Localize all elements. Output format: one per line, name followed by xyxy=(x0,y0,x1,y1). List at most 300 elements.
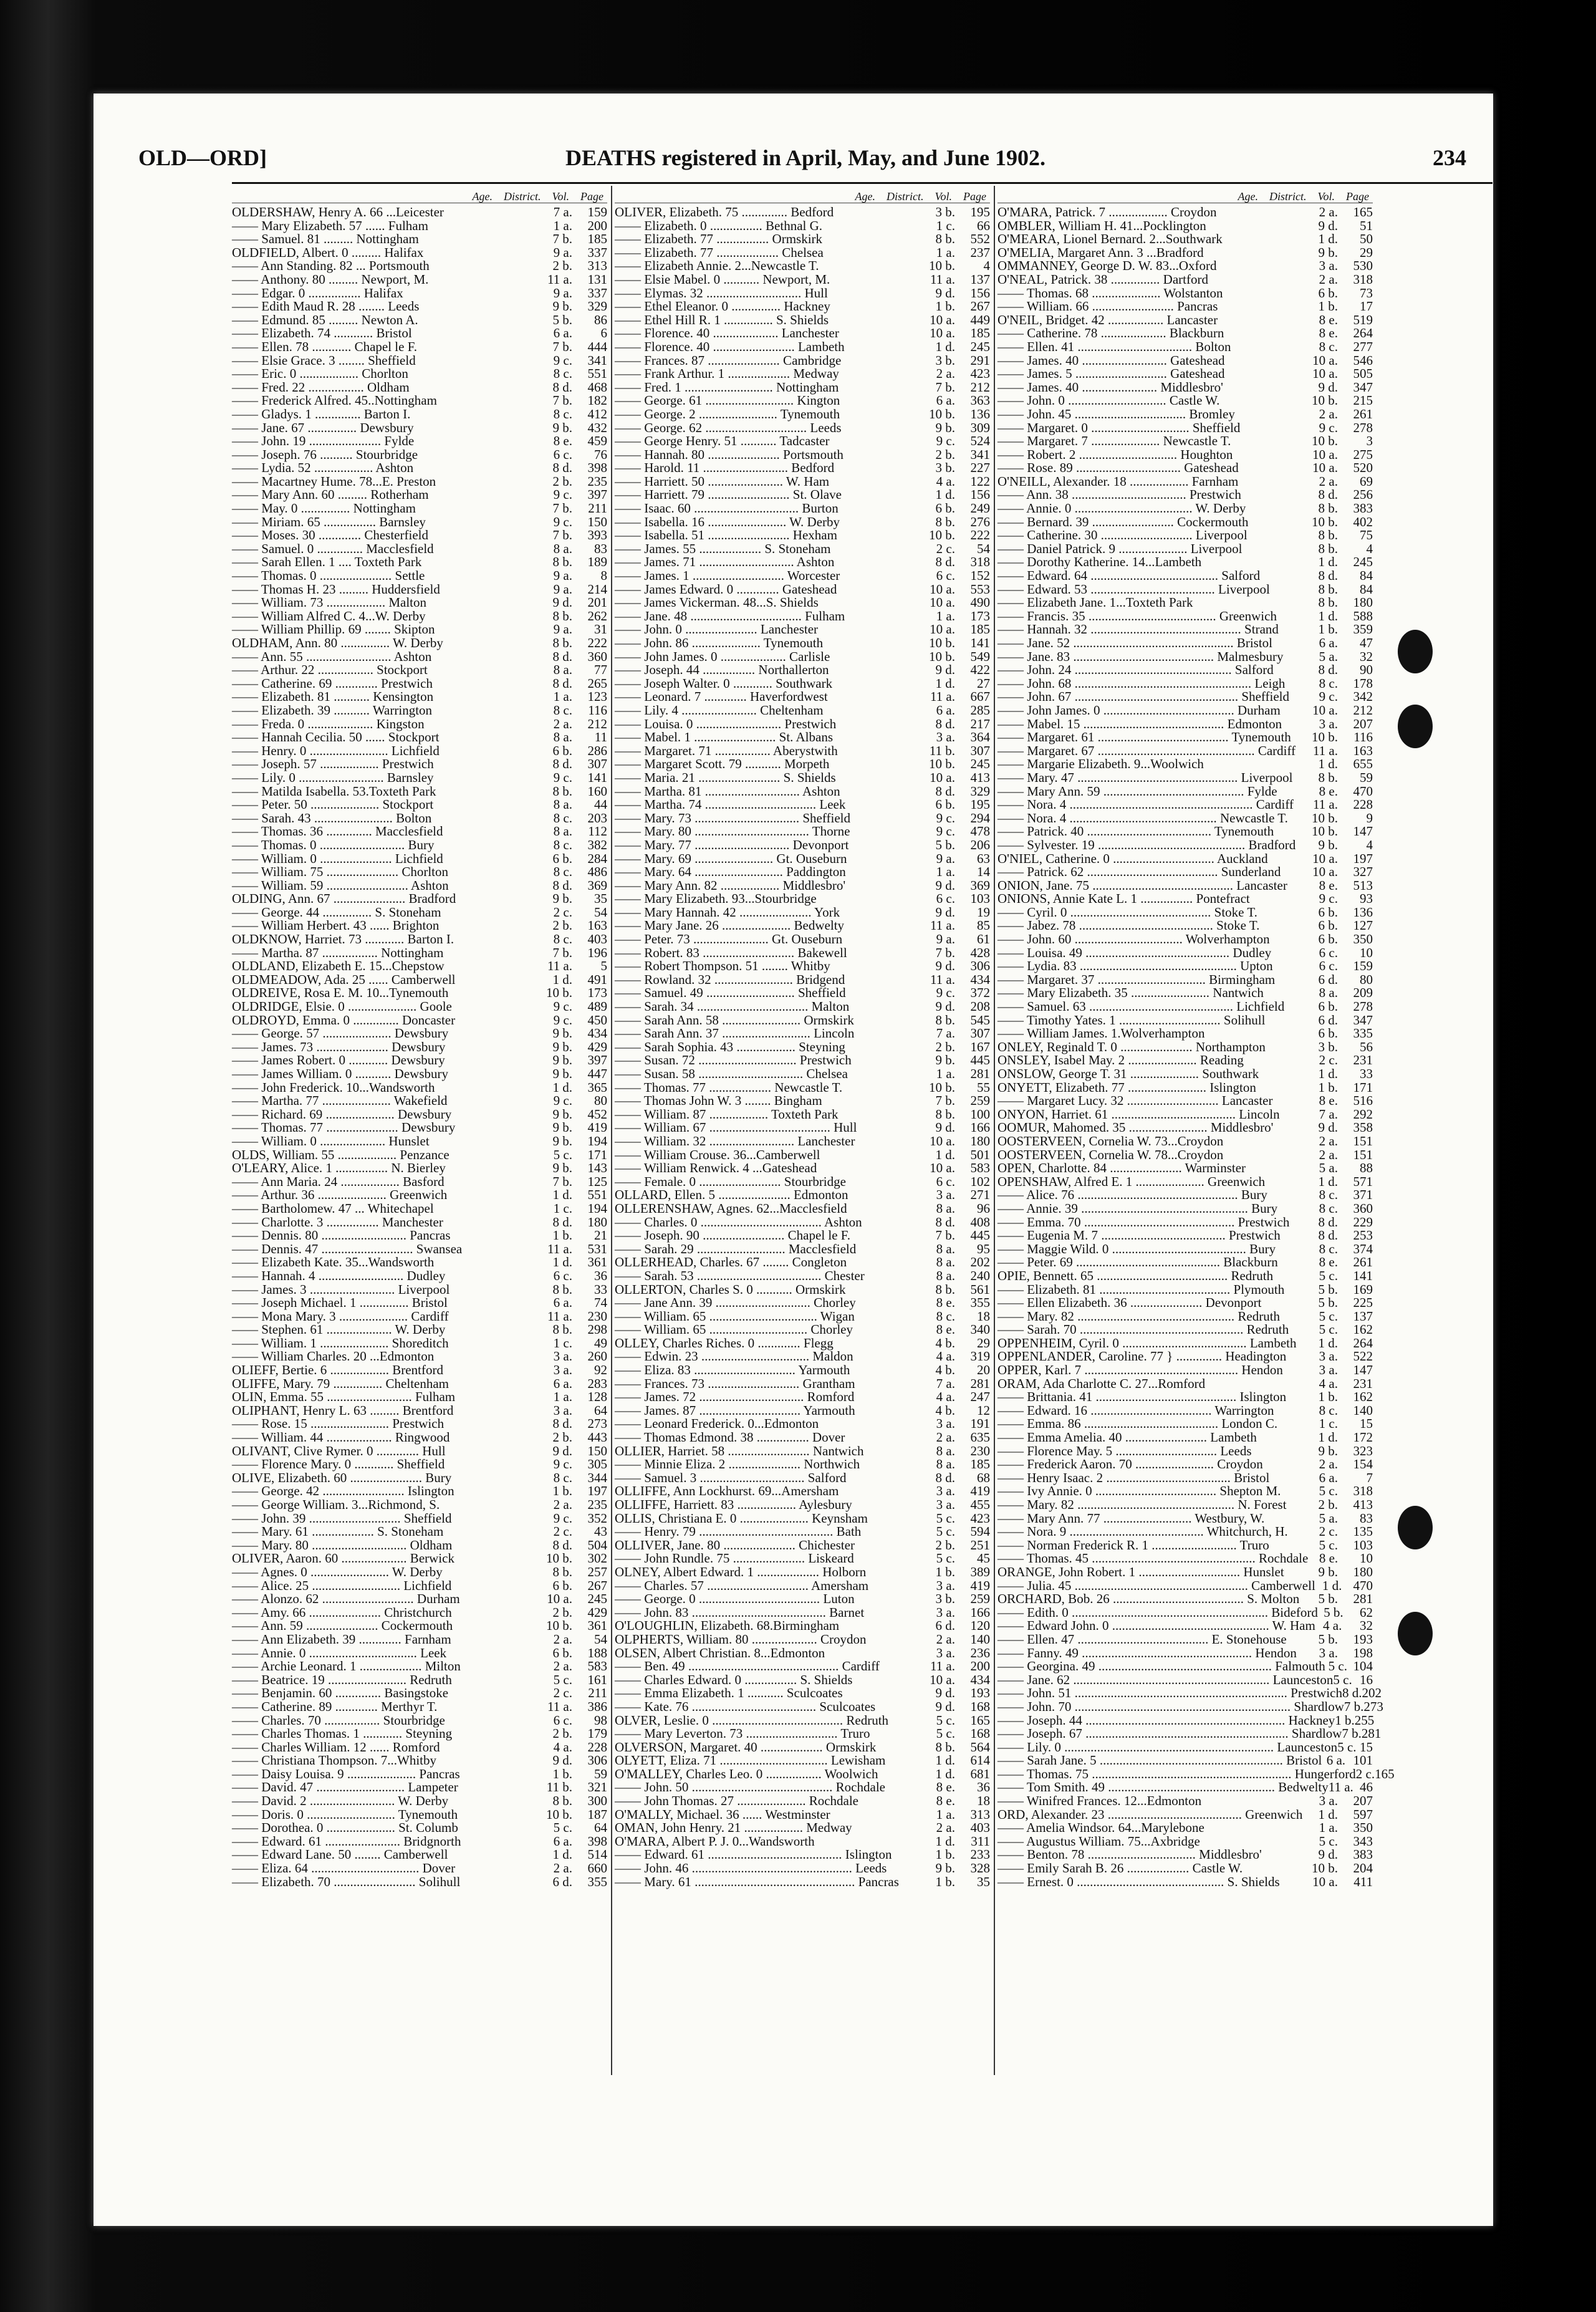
entry-volume: 1 d. xyxy=(1318,554,1338,570)
entry-page: 455 xyxy=(970,1497,990,1512)
entry-page: 45 xyxy=(977,1551,990,1566)
entry-page: 486 xyxy=(587,864,607,880)
entry-text: —— James. 1 ............................ Worcester xyxy=(615,568,840,584)
entry-text: —— Elizabeth. 70 ......................... Solihull xyxy=(232,1874,461,1889)
entry-volume: 8 c. xyxy=(553,366,572,382)
entry-text: —— Sarah Ann. 37 ........................... Lincoln xyxy=(615,1026,855,1041)
entry-page: 162 xyxy=(1353,1322,1373,1337)
death-entry xyxy=(232,1135,607,1149)
entry-volume: 8 b. xyxy=(552,608,572,624)
entry-text: —— May. 0 ............... Nottingham xyxy=(232,501,416,516)
entry-text: —— John. 19 ...................... Fylde xyxy=(232,433,415,449)
entry-text: —— Georgina. 49 ..................................................... Falmouth xyxy=(998,1659,1325,1674)
entry-volume: 9 c. xyxy=(1319,420,1338,435)
death-entry xyxy=(998,1216,1373,1230)
entry-volume: 1 d. xyxy=(552,1847,572,1862)
entry-text: —— William. 59 ......................... Ashton xyxy=(232,877,449,893)
entry-text: —— Macartney Hume. 78...E. Preston xyxy=(232,473,436,489)
entry-volume: 2 b. xyxy=(1318,1497,1338,1512)
entry-volume: 6 c. xyxy=(936,568,955,584)
death-entry xyxy=(232,1337,607,1351)
entry-text: —— Matilda Isabella. 53.Toxteth Park xyxy=(232,783,436,799)
entry-text: —— William. 1 ..................... Shoreditch xyxy=(232,1335,449,1351)
entry-volume: 2 a. xyxy=(1319,271,1338,287)
death-entry xyxy=(232,475,607,489)
entry-volume: 8 e. xyxy=(1319,877,1338,893)
entry-page: 143 xyxy=(587,1160,607,1176)
death-entry xyxy=(998,785,1373,799)
entry-page: 98 xyxy=(594,1712,607,1728)
entry-text: —— John. 46 ................................................. Leeds xyxy=(615,1861,887,1876)
death-entry xyxy=(232,1566,607,1579)
entry-volume: 3 b. xyxy=(935,205,955,219)
entry-text: OLNEY, Albert Edward. 1 ................... Holborn xyxy=(615,1564,867,1579)
entry-text: —— Harriett. 79 ......................... St. Olave xyxy=(615,487,842,503)
entry-volume: 2 a. xyxy=(553,1631,572,1647)
entry-text: —— Joseph Michael. 1 ............... Bristol xyxy=(232,1295,448,1311)
entry-page: 371 xyxy=(1353,1187,1373,1203)
entry-text: —— Hannah. 32 .............................................. Strand xyxy=(998,622,1279,637)
entry-volume: 9 d. xyxy=(935,1120,955,1135)
entry-text: O'LOUGHLIN, Elizabeth. 68.Birmingham xyxy=(615,1618,840,1634)
entry-volume: 10 b. xyxy=(1312,514,1338,529)
entry-volume: 8 b. xyxy=(552,1793,572,1809)
entry-volume: 9 a. xyxy=(553,622,572,637)
entry-page: 319 xyxy=(970,1349,990,1364)
death-entry xyxy=(615,1417,990,1431)
entry-volume: 3 b. xyxy=(1318,1039,1338,1054)
entry-volume: 8 d. xyxy=(1318,1214,1338,1230)
death-entry xyxy=(615,812,990,826)
entry-text: OPEN, Charlotte. 84 ...................... Warminster xyxy=(998,1160,1246,1176)
entry-page: 206 xyxy=(970,837,990,852)
entry-volume: 11 a. xyxy=(547,271,572,287)
entry-page: 33 xyxy=(594,1281,607,1297)
entry-page: 47 xyxy=(1360,635,1373,650)
death-entry xyxy=(615,327,990,340)
entry-page: 504 xyxy=(587,1537,607,1553)
entry-page: 131 xyxy=(587,271,607,287)
entry-volume: 10 a. xyxy=(1312,864,1338,880)
entry-text: —— George. 2 ........................ Tynemouth xyxy=(615,406,840,421)
entry-volume: 9 b. xyxy=(1318,837,1338,852)
death-entry xyxy=(615,1579,990,1593)
entry-page: 137 xyxy=(970,271,990,287)
death-entry xyxy=(615,1027,990,1041)
entry-page: 419 xyxy=(587,1120,607,1135)
entry-volume: 9 c. xyxy=(936,810,955,826)
death-entry xyxy=(232,1754,607,1768)
entry-volume: 2 b. xyxy=(552,1604,572,1620)
entry-text: —— Mary. 47 ................................................. Liverpool xyxy=(998,769,1293,785)
entry-text: OLIPHANT, Henry L. 63 ......... Brentford xyxy=(232,1402,454,1418)
entry-page: 307 xyxy=(970,1026,990,1041)
death-entry xyxy=(232,1794,607,1808)
entry-page: 524 xyxy=(970,433,990,449)
entry-text: —— James Robert. 0 ............ Dewsbury xyxy=(232,1052,445,1068)
death-entry xyxy=(615,1660,990,1674)
death-entry xyxy=(615,448,990,462)
entry-volume: 11 a. xyxy=(547,1241,572,1256)
entry-page: 168 xyxy=(970,1726,990,1741)
death-entry xyxy=(998,798,1373,812)
entry-text: —— Maria. 21 ......................... S. Shields xyxy=(615,769,836,785)
entry-page: 159 xyxy=(1353,958,1373,974)
entry-volume: 4 a. xyxy=(936,473,955,489)
death-entry xyxy=(998,206,1373,219)
entry-volume: 10 b. xyxy=(1312,730,1338,745)
death-entry xyxy=(615,1754,990,1768)
entry-volume: 9 d. xyxy=(552,1443,572,1458)
entry-text: —— Arthur. 22 ................. Stockport xyxy=(232,662,428,678)
entry-volume: 8 d. xyxy=(1342,1685,1362,1701)
entry-page: 444 xyxy=(587,339,607,354)
death-entry xyxy=(998,1741,1373,1755)
entry-text: —— Ivy Annie. 0 ..................................... Shepton M. xyxy=(998,1483,1281,1499)
entry-page: 347 xyxy=(1353,379,1373,395)
entry-volume: 8 c. xyxy=(1319,1200,1338,1216)
entry-text: OLDREIVE, Rosa E. M. 10...Tynemouth xyxy=(232,985,449,1001)
entry-volume: 1 b. xyxy=(552,1483,572,1499)
entry-page: 341 xyxy=(587,352,607,368)
death-entry xyxy=(232,1323,607,1337)
entry-page: 185 xyxy=(970,1457,990,1472)
death-entry xyxy=(998,1067,1373,1081)
death-entry xyxy=(232,677,607,691)
death-entry xyxy=(998,1256,1373,1269)
entry-text: —— Edward. 16 ..................................... Warrington xyxy=(998,1402,1274,1418)
entry-page: 140 xyxy=(1353,1402,1373,1418)
entry-text: —— Catherine. 69 ............. Prestwich xyxy=(232,675,433,691)
entry-text: OPPENHEIM, Cyril. 0 ...................................... Lambeth xyxy=(998,1335,1297,1351)
entry-volume: 10 b. xyxy=(929,406,955,421)
entry-volume: 8 d. xyxy=(552,1214,572,1230)
death-entry xyxy=(615,1323,990,1337)
entry-page: 412 xyxy=(587,406,607,421)
death-entry xyxy=(232,1525,607,1539)
entry-text: —— Mary. 82 ................................................ Redruth xyxy=(998,1308,1281,1324)
entry-page: 16 xyxy=(1360,1672,1373,1687)
entry-volume: 6 d. xyxy=(935,1618,955,1634)
entry-text: OMMANNEY, George D. W. 83...Oxford xyxy=(998,258,1217,274)
entry-text: —— Emma Elizabeth. 1 ........... Sculcoates xyxy=(615,1685,843,1701)
death-entry xyxy=(998,1726,1382,1741)
entry-volume: 1 a. xyxy=(936,608,955,624)
entry-volume: 10 b. xyxy=(1312,810,1338,826)
entry-volume: 10 a. xyxy=(930,1672,955,1687)
entry-volume: 7 b. xyxy=(552,945,572,960)
entry-text: OLLIVER, Jane. 80 ...................... Chichester xyxy=(615,1537,855,1553)
entry-page: 14 xyxy=(977,864,990,880)
entry-page: 307 xyxy=(587,756,607,772)
entry-volume: 9 b. xyxy=(552,891,572,907)
death-entry xyxy=(615,1552,990,1566)
entry-text: —— Ben. 49 .............................................. Cardiff xyxy=(615,1659,880,1674)
entry-volume: 5 b. xyxy=(1324,1604,1344,1620)
entry-page: 341 xyxy=(970,446,990,462)
entry-page: 64 xyxy=(594,1402,607,1418)
death-entry xyxy=(615,1592,990,1606)
death-entry xyxy=(998,690,1373,704)
entry-page: 313 xyxy=(970,1806,990,1822)
entry-volume: 5 a. xyxy=(1319,1160,1338,1176)
entry-page: 245 xyxy=(587,1591,607,1607)
entry-text: —— Samuel. 0 .............. Macclesfield xyxy=(232,541,434,556)
entry-volume: 10 a. xyxy=(547,1591,572,1607)
entry-volume: 9 a. xyxy=(553,285,572,301)
death-entry xyxy=(232,825,607,839)
death-entry xyxy=(615,650,990,664)
death-entry xyxy=(615,1768,990,1781)
entry-volume: 10 b. xyxy=(1312,393,1338,408)
entry-volume: 1 c. xyxy=(1319,1416,1338,1432)
entry-volume: 2 b. xyxy=(935,446,955,462)
death-entry xyxy=(615,421,990,435)
page-heading: Page xyxy=(580,190,603,203)
entry-page: 423 xyxy=(970,366,990,382)
entry-page: 166 xyxy=(970,1120,990,1135)
entry-volume: 3 a. xyxy=(936,1604,955,1620)
entry-text: —— David. 47 ........................... Lampeter xyxy=(232,1780,458,1795)
entry-volume: 9 d. xyxy=(935,999,955,1014)
entry-page: 516 xyxy=(1353,1093,1373,1109)
entry-text: —— Thomas. 77 ................... Newcastle T. xyxy=(615,1079,843,1095)
entry-text: —— William. 65 .............................. Chorley xyxy=(615,1322,853,1337)
entry-page: 235 xyxy=(587,1497,607,1512)
death-entry xyxy=(615,246,990,260)
entry-page: 29 xyxy=(1360,244,1373,260)
entry-page: 337 xyxy=(587,244,607,260)
entry-text: —— William Renwick. 4 ...Gateshead xyxy=(615,1160,817,1176)
entry-page: 215 xyxy=(1353,393,1373,408)
death-entry xyxy=(998,340,1373,354)
death-entry xyxy=(232,1162,607,1175)
entry-page: 235 xyxy=(587,473,607,489)
district-heading: District. xyxy=(886,190,924,203)
death-entry xyxy=(615,502,990,516)
death-entry xyxy=(998,516,1373,529)
entry-page: 359 xyxy=(1353,622,1373,637)
entry-page: 209 xyxy=(1353,985,1373,1001)
death-entry xyxy=(998,1685,1382,1701)
entry-text: —— Christiana Thompson. 7...Whitby xyxy=(232,1753,437,1768)
entry-volume: 8 b. xyxy=(935,1012,955,1028)
entry-page: 386 xyxy=(587,1698,607,1714)
entry-volume: 10 a. xyxy=(1312,702,1338,718)
entry-text: —— Catherine. 78 .................... Blackburn xyxy=(998,325,1224,341)
entry-page: 318 xyxy=(1353,1483,1373,1499)
entry-page: 180 xyxy=(1353,1564,1373,1579)
entry-text: —— Moses. 30 ............. Chesterfield xyxy=(232,527,428,543)
entry-page: 15 xyxy=(1360,1416,1373,1432)
entry-volume: 6 c. xyxy=(936,891,955,907)
entry-text: —— John. 67 .................................................. Sheffield xyxy=(998,689,1290,705)
entry-volume: 10 b. xyxy=(1312,824,1338,839)
death-entry xyxy=(232,259,607,273)
entry-volume: 9 d. xyxy=(935,1685,955,1701)
death-entry xyxy=(615,1647,990,1660)
entry-page: 564 xyxy=(970,1739,990,1755)
entry-text: —— Elizabeth Kate. 35...Wandsworth xyxy=(232,1255,435,1270)
entry-page: 55 xyxy=(977,1079,990,1095)
entry-page: 101 xyxy=(1353,1753,1373,1768)
entry-page: 179 xyxy=(587,1726,607,1741)
entry-page: 180 xyxy=(587,1214,607,1230)
entry-page: 207 xyxy=(1353,1793,1373,1809)
entry-page: 352 xyxy=(587,1510,607,1526)
death-entry xyxy=(232,1552,607,1566)
death-entry xyxy=(615,596,990,610)
entry-text: —— Thomas John W. 3 ........ Bingham xyxy=(615,1093,822,1109)
entry-text: ONSLEY, Isabel May. 2 ..................... Reading xyxy=(998,1052,1244,1068)
entry-volume: 3 b. xyxy=(935,460,955,476)
entry-page: 4 xyxy=(1366,837,1373,852)
entry-volume: 10 a. xyxy=(1312,446,1338,462)
entry-text: —— Sarah. 29 ........................... Macclesfield xyxy=(615,1241,857,1256)
entry-volume: 1 d. xyxy=(1318,608,1338,624)
death-entry xyxy=(998,610,1373,624)
death-entry xyxy=(615,1094,990,1108)
column-headings xyxy=(232,190,607,203)
entry-text: —— Florence. 40 ......................... Lambeth xyxy=(615,339,845,354)
entry-text: —— Augustus William. 75...Axbridge xyxy=(998,1833,1200,1849)
entry-page: 449 xyxy=(970,312,990,327)
entry-text: —— Minnie Eliza. 2 ...................... Northwich xyxy=(615,1457,860,1472)
entry-page: 201 xyxy=(587,595,607,610)
entry-page: 358 xyxy=(1353,1120,1373,1135)
death-entry xyxy=(232,233,607,246)
entry-text: —— James. 72 ................................ Romford xyxy=(615,1389,855,1405)
death-entry xyxy=(232,1202,607,1216)
death-entry xyxy=(615,1000,990,1014)
entry-volume: 9 c. xyxy=(553,352,572,368)
entry-page: 54 xyxy=(594,904,607,920)
entry-page: 530 xyxy=(1353,258,1373,274)
entry-text: —— Florence Mary. 0 ............ Sheffield xyxy=(232,1457,445,1472)
entry-volume: 8 a. xyxy=(553,824,572,839)
entry-page: 154 xyxy=(1353,1457,1373,1472)
entry-volume: 1 d. xyxy=(1318,1066,1338,1081)
entry-page: 583 xyxy=(587,1659,607,1674)
death-entry xyxy=(232,502,607,516)
entry-volume: 8 b. xyxy=(552,635,572,650)
entry-volume: 1 d. xyxy=(1322,1577,1342,1593)
entry-text: —— Ethel Hill R. 1 ............... S. Shields xyxy=(615,312,829,327)
entry-volume: 7 b. xyxy=(935,379,955,395)
entry-page: 571 xyxy=(1353,1173,1373,1189)
binder-hole xyxy=(1398,705,1433,748)
entry-page: 501 xyxy=(970,1147,990,1162)
entry-volume: 3 a. xyxy=(936,1497,955,1512)
death-entry xyxy=(232,1229,607,1243)
page-heading: Page xyxy=(1346,190,1369,203)
entry-text: —— Dennis. 80 .......................... Pancras xyxy=(232,1228,451,1243)
entry-text: OLVERSON, Margaret. 40 ................... Ormskirk xyxy=(615,1739,877,1755)
death-entry xyxy=(615,1876,990,1889)
entry-text: —— William Charles. 20 ...Edmonton xyxy=(232,1349,435,1364)
death-entry xyxy=(615,865,990,879)
entry-page: 141 xyxy=(1353,1268,1373,1283)
entry-volume: 5 b. xyxy=(1318,1295,1338,1311)
death-entry xyxy=(615,1539,990,1553)
entry-volume: 2 a. xyxy=(936,366,955,382)
entry-text: ONLEY, Reginald T. 0 ...................... Northampton xyxy=(998,1039,1266,1054)
entry-page: 166 xyxy=(970,1604,990,1620)
entry-text: —— Thomas. 0 .......................... Bury xyxy=(232,837,435,852)
entry-text: —— Samuel. 63 ............................................ Lichfield xyxy=(998,999,1285,1014)
entry-page: 361 xyxy=(587,1255,607,1270)
entry-volume: 7 b. xyxy=(552,501,572,516)
entry-text: —— Henry. 0 ........................ Lichfield xyxy=(232,743,440,758)
entry-page: 546 xyxy=(1353,352,1373,368)
entry-page: 49 xyxy=(594,1335,607,1351)
entry-text: —— Ethel Eleanor. 0 ............... Hackney xyxy=(615,299,830,314)
death-entry xyxy=(998,1014,1373,1028)
entry-text: —— Ernest. 0 ............................................. S. Shields xyxy=(998,1874,1280,1889)
entry-page: 321 xyxy=(587,1780,607,1795)
entry-text: —— Annie. 0 ................................. Leek xyxy=(232,1645,447,1660)
entry-page: 231 xyxy=(1353,1375,1373,1391)
entry-volume: 2 a. xyxy=(553,1497,572,1512)
entry-text: —— Eliza. 83 ............................... Yarmouth xyxy=(615,1362,850,1378)
death-entry xyxy=(615,1149,990,1162)
entry-page: 549 xyxy=(970,648,990,664)
death-entry xyxy=(998,1579,1373,1593)
entry-volume: 3 a. xyxy=(553,1362,572,1378)
entry-page: 212 xyxy=(1353,702,1373,718)
entry-page: 74 xyxy=(594,1295,607,1311)
entry-page: 305 xyxy=(587,1457,607,1472)
entry-text: —— Mary Elizabeth. 57 ...... Fulham xyxy=(232,218,428,233)
death-entry xyxy=(998,825,1373,839)
entry-text: —— Lydia. 52 .................. Ashton xyxy=(232,460,414,476)
entry-page: 156 xyxy=(970,487,990,503)
entry-page: 594 xyxy=(970,1524,990,1539)
entry-text: —— Isabella. 51 ......................... Hexham xyxy=(615,527,837,543)
entry-text: —— Leonard. 7 ............. Haverfordwest xyxy=(615,689,828,705)
death-entry xyxy=(232,1458,607,1471)
death-entry xyxy=(998,1552,1373,1566)
death-entry xyxy=(998,219,1373,233)
entry-page: 11 xyxy=(594,730,607,745)
entry-volume: 11 a. xyxy=(930,971,955,987)
death-entry xyxy=(232,367,607,381)
death-entry xyxy=(232,1149,607,1162)
entry-page: 140 xyxy=(970,1631,990,1647)
entry-text: —— John. 39 ............................ Sheffield xyxy=(232,1510,452,1526)
entry-volume: 2 b. xyxy=(935,1039,955,1054)
entry-page: 267 xyxy=(970,299,990,314)
entry-volume: 8 a. xyxy=(553,797,572,812)
death-entry xyxy=(615,690,990,704)
entry-page: 160 xyxy=(587,783,607,799)
entry-page: 251 xyxy=(970,1537,990,1553)
death-entry xyxy=(998,259,1373,273)
entry-page: 229 xyxy=(1353,1214,1373,1230)
entry-page: 259 xyxy=(970,1591,990,1607)
death-entry xyxy=(232,1848,607,1862)
entry-text: —— Frederick Alfred. 45..Nottingham xyxy=(232,393,437,408)
entry-page: 277 xyxy=(1353,339,1373,354)
entry-volume: 9 d. xyxy=(935,1698,955,1714)
entry-page: 365 xyxy=(587,1079,607,1095)
entry-page: 10 xyxy=(1360,1551,1373,1566)
entry-volume: 2 c. xyxy=(1319,1524,1338,1539)
entry-page: 271 xyxy=(970,1187,990,1203)
entry-text: —— Robert. 2 .............................. Houghton xyxy=(998,446,1233,462)
entry-volume: 3 a. xyxy=(936,1483,955,1499)
entry-page: 531 xyxy=(587,1241,607,1256)
